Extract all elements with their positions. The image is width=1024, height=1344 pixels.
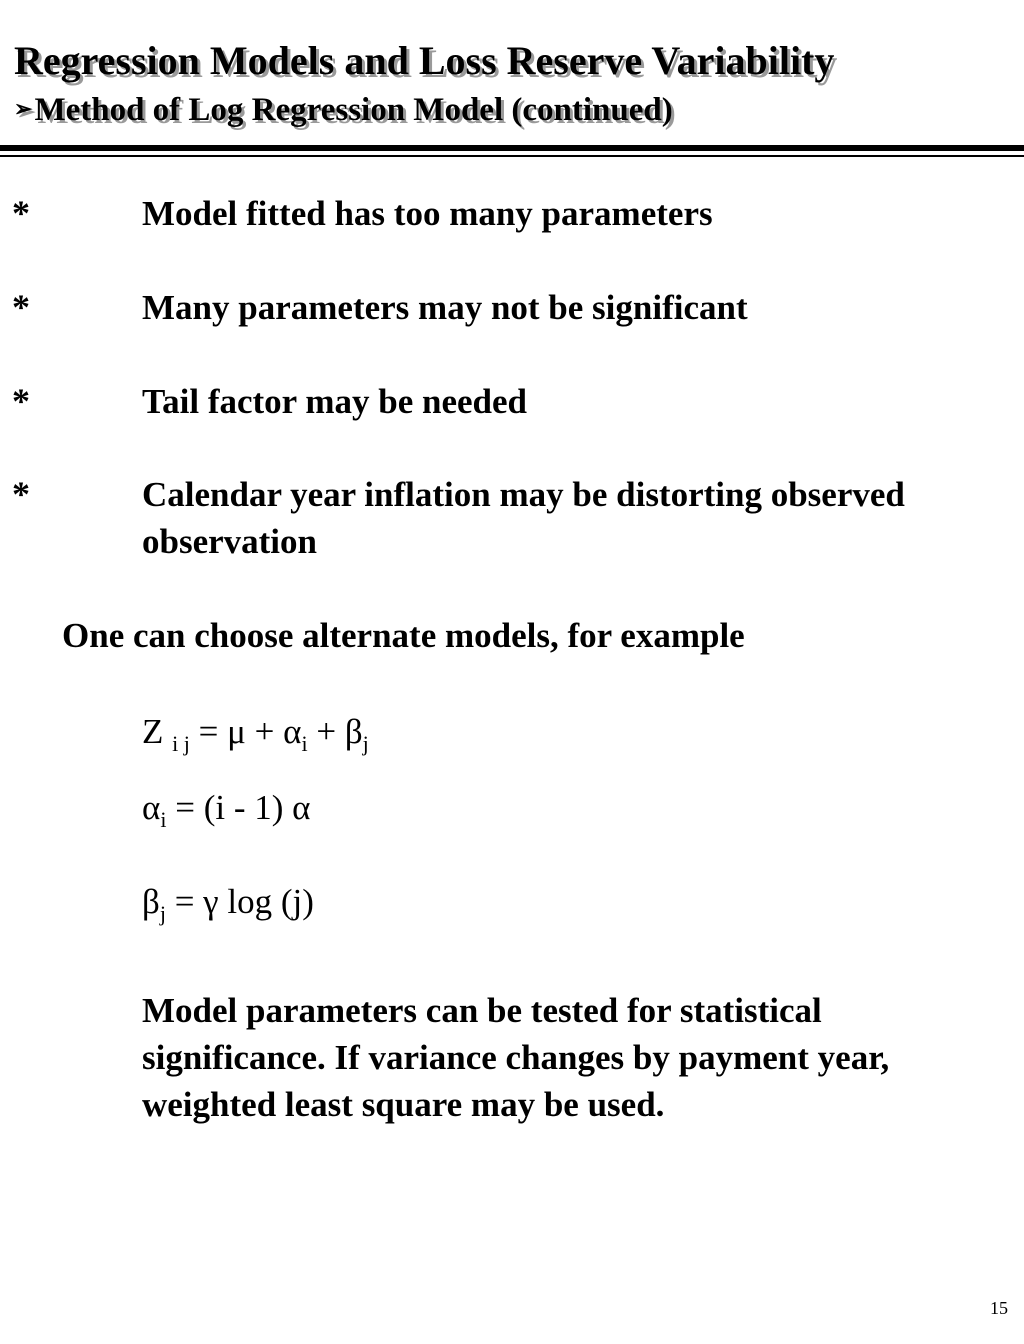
equation-subscript: i: [160, 807, 167, 832]
bullet-marker: *: [12, 287, 30, 327]
equation-term: = μ + α: [189, 712, 302, 751]
equation-symbol: Z: [142, 712, 164, 751]
equation-subscript: i j: [172, 731, 190, 756]
bullet-item: Model fitted has too many parameters: [142, 194, 713, 233]
equation-alpha: [142, 786, 311, 842]
page-number: 15: [990, 1298, 1008, 1318]
equation-symbol: α: [142, 788, 161, 827]
equation-symbol: β: [142, 882, 160, 921]
equation-term: = γ log (j): [165, 882, 314, 921]
equation-subscript: j: [362, 731, 369, 756]
equation-subscript: j: [159, 901, 166, 926]
slide-subtitle: [14, 90, 673, 133]
equation-term: + β: [307, 712, 363, 751]
bullet-marker: *: [12, 381, 30, 421]
equation-model: [142, 710, 369, 766]
bullet-item: Calendar year inflation may be distorting observed observation: [142, 475, 905, 561]
equation-subscript: i: [301, 731, 308, 756]
bullet-item: Tail factor may be needed: [142, 382, 527, 421]
alternate-models-intro: One can choose alternate models, for example: [62, 616, 745, 655]
bullet-item: Many parameters may not be significant: [142, 288, 748, 327]
slide-title: Regression Models and Loss Reserve Variability: [14, 38, 835, 83]
bullet-marker: *: [12, 193, 30, 233]
equation-beta: [142, 880, 314, 936]
subtitle-text: Method of Log Regression Model (continued): [34, 92, 673, 128]
header-divider-thick: [0, 145, 1024, 151]
equation-term: = (i - 1) α: [166, 788, 311, 827]
bullet-marker: *: [12, 474, 30, 514]
model-testing-note: Model parameters can be tested for statistical significance. If variance changes by payment year, weighted least square may be used.: [142, 991, 890, 1124]
header-divider-thin: [0, 155, 1024, 157]
arrow-bullet-icon: ➢: [14, 96, 33, 121]
